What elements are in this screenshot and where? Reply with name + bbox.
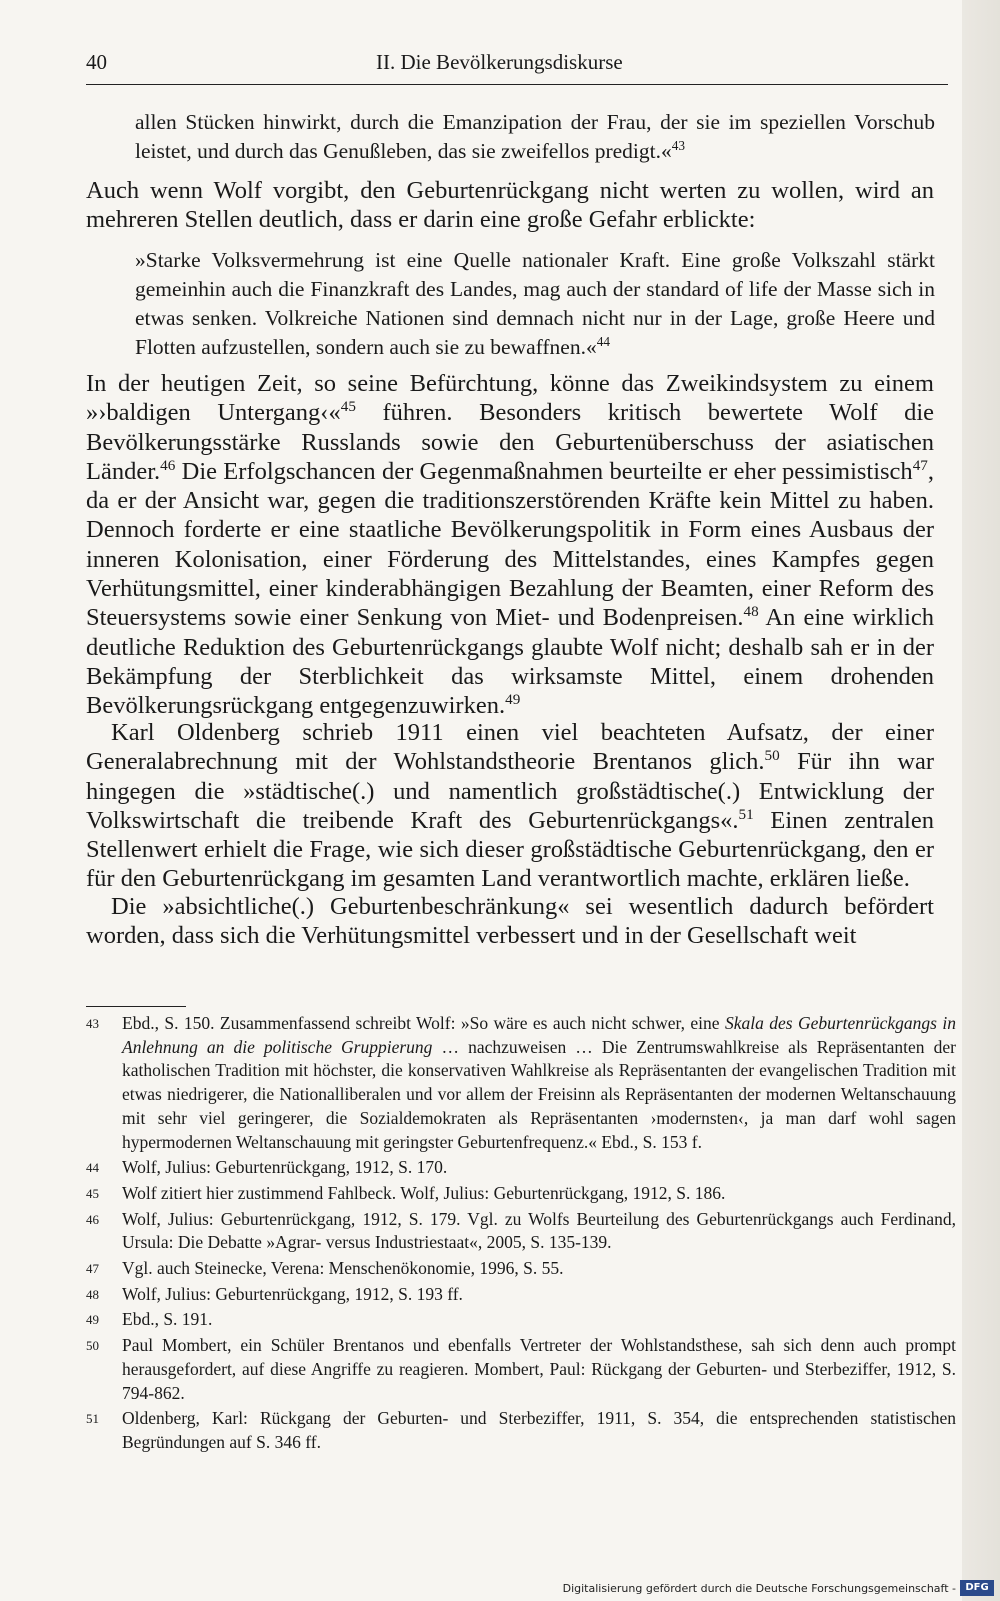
footnote-text: Wolf zitiert hier zustimmend Fahlbeck. Wolf, Julius: Geburtenrückgang, 1912, S. 186. [122, 1182, 726, 1203]
footnote-ref: 50 [764, 747, 780, 765]
paragraph [86, 369, 934, 721]
footnote-text: Oldenberg, Karl: Rückgang der Geburten- und Sterbeziffer, 1911, S. 354, die entsprechenden statistischen Begründungen auf S. 346 ff. [122, 1408, 956, 1452]
footnote-number: 50 [86, 1338, 99, 1354]
footnote-text: Wolf, Julius: Geburtenrückgang, 1912, S. 179. Vgl. zu Wolfs Beurteilung des Geburtenrückgangs auch Ferdinand, Ursula: Die Debatte »Agrar- versus Industriestaat«, 2005, S. 135-139. [122, 1208, 956, 1253]
footnote-ref: 48 [743, 603, 759, 621]
footnote-ref: 46 [160, 456, 176, 474]
footnotes [86, 1012, 956, 1457]
footnote [86, 1308, 956, 1332]
footnote-text-part: Ebd., S. 150. Zusammenfassend schreibt Wolf: »So wäre es auch nicht schwer, eine [122, 1013, 725, 1033]
footnote-number: 51 [86, 1411, 99, 1427]
paragraph-text: Auch wenn Wolf vorgibt, den Geburtenrückgang nicht werten zu wollen, wird an mehreren Stellen deutlich, dass er darin eine große Gefahr erblickte: [86, 177, 934, 234]
running-head: II. Die Bevölkerungsdiskurse [376, 50, 623, 74]
paragraph-text: In der heutigen Zeit, so seine Befürchtung, könne das Zweikindsystem zu einem »›baldigen Untergang‹« [86, 370, 934, 427]
footnote-number: 45 [86, 1185, 99, 1201]
footnote-text: Paul Mombert, ein Schüler Brentanos und ebenfalls Vertreter der Wohlstandsthese, sah sich denn auch prompt herausgefordert, auf diese Angriffe zu reagieren. Mombert, Paul: Rückgang der Geburten- und Sterbeziffer, 1912, S. 794-862. [122, 1335, 956, 1403]
paragraph-text: , da er der Ansicht war, gegen die traditionszerstörenden Kräfte kein Mittel zu haben. Dennoch forderte er eine staatliche Bevölkerungspolitik in Form eines Ausbaus der inneren Kolonisation, einer Förderung des Mittelstandes, eines Kampfes gegen Verhütungsmittel, einer kinderabhängigen Bezahlung der Beamten, einer Reform des Steuersystems sowie einer Senkung von Miet- und Bodenpreisen. [86, 457, 934, 632]
footnote-number: 47 [86, 1261, 99, 1277]
footnote [86, 1208, 956, 1255]
footnote-number: 43 [86, 1016, 99, 1031]
paragraph-text: Für ihn war hingegen die »städtische(.) und namentlich großstädtische(.) Entwicklung der Volkswirtschaft die treibende Kraft des Geburtenrückgangs«. [86, 748, 934, 834]
dfg-logo: DFG [960, 1580, 994, 1596]
footnote [86, 1283, 956, 1307]
footnote-text: Vgl. auch Steinecke, Verena: Menschenökonomie, 1996, S. 55. [122, 1258, 564, 1279]
page-edge-strip [962, 0, 1000, 1601]
digitization-credit: Digitalisierung gefördert durch die Deutsche Forschungsgemeinschaft - [562, 1582, 956, 1595]
footnote [86, 1334, 956, 1405]
footnote-rule [86, 1006, 186, 1007]
footnote-number: 46 [86, 1211, 99, 1227]
page-header [86, 48, 948, 88]
paragraph-text: Einen zentralen Stellenwert erhielt die Frage, wie sich dieser großstädtische Geburtenrückgang, den er für den Geburtenrückgang im gesamten Land verantwortlich machte, erklären ließe. [86, 806, 934, 893]
footnote-text [122, 1012, 956, 1154]
footnote [86, 1156, 956, 1180]
quote-text: allen Stücken hinwirkt, durch die Emanzipation der Frau, der sie im speziellen Vorschub leistet, und durch das Genußleben, das sie zweifellos predigt.« [135, 110, 935, 163]
paragraph [86, 176, 934, 235]
paragraph-text: Die »absichtliche(.) Geburtenbeschränkung« sei wesentlich dadurch befördert worden, dass sich die Verhütungsmittel verbessert und in der Gesellschaft weit [86, 893, 934, 950]
footnote-ref: 45 [340, 398, 356, 416]
block-quote [135, 246, 935, 362]
header-rule [86, 84, 948, 85]
footnote-text-italic: Skala des Geburtenrückgangs in Anlehnung an die politische Gruppierung [122, 1013, 956, 1057]
footnote-number: 49 [86, 1312, 99, 1328]
footnote [86, 1407, 956, 1454]
footnote-text: Wolf, Julius: Geburtenrückgang, 1912, S. 170. [122, 1157, 448, 1178]
page-number: 40 [86, 50, 107, 74]
paragraph [86, 718, 934, 894]
footnote [86, 1182, 956, 1206]
footnote-ref: 47 [912, 456, 928, 474]
footnote-ref: 49 [505, 691, 521, 709]
footnote-number: 44 [86, 1160, 99, 1176]
footnote [86, 1012, 956, 1154]
quote-text: »Starke Volksvermehrung ist eine Quelle nationaler Kraft. Eine große Volkszahl stärkt gemeinhin auch die Finanzkraft des Landes, mag auch der standard of life der Masse sich in etwas senken. Volkreiche Nationen sind demnach nicht nur in der Lage, große Heere und Flotten aufzustellen, sondern auch sie zu bewaffnen.« [135, 248, 935, 359]
paragraph-text: führen. Besonders kritisch bewertete Wolf die Bevölkerungsstärke Russlands sowie den Geburtenüberschuss der asiatischen Länder. [86, 399, 934, 485]
paragraph [86, 892, 934, 951]
paragraph-text: Die Erfolgschancen der Gegenmaßnahmen beurteilte er eher pessimistisch [175, 457, 913, 485]
footnote-text-part: … nachzuweisen … Die Zentrumswahlkreise als Repräsentanten der katholischen Tradition mit höchster, die konservativen Wahlkreise als Repräsentanten der evangelischen Tradition mit etwas niedrigerer, die Nationalliberalen und vor allem der Freisinn als Repräsentanten der modernen Weltanschauung mit sehr viel geringerer, die Sozialdemokraten als Repräsentanten ›modernsten‹, ja man darf wohl sagen hypermodernen Weltanschauung mit geringster Geburtenfrequenz.« Ebd., S. 153 f. [122, 1036, 956, 1152]
block-quote-continuation [135, 108, 935, 166]
footnote-number: 48 [86, 1286, 99, 1302]
footnote-text: Ebd., S. 191. [122, 1309, 213, 1330]
footnote [86, 1257, 956, 1281]
footnote-text: Wolf, Julius: Geburtenrückgang, 1912, S. 193 ff. [122, 1283, 463, 1304]
footnote-ref: 44 [596, 333, 611, 349]
paragraph-text: An eine wirklich deutliche Reduktion des Geburtenrückgangs glaubte Wolf nicht; deshalb sah er in der Bekämpfung der Sterblichkeit das wirksamste Mittel, einem drohenden Bevölkerungsrückgang entgegenzuwirken. [86, 604, 934, 720]
footnote-ref: 43 [671, 137, 686, 153]
paragraph-text: Karl Oldenberg schrieb 1911 einen viel beachteten Aufsatz, der einer Generalabrechnung mit der Wohlstandstheorie Brentanos glich. [86, 719, 934, 776]
footnote-ref: 51 [738, 805, 754, 823]
